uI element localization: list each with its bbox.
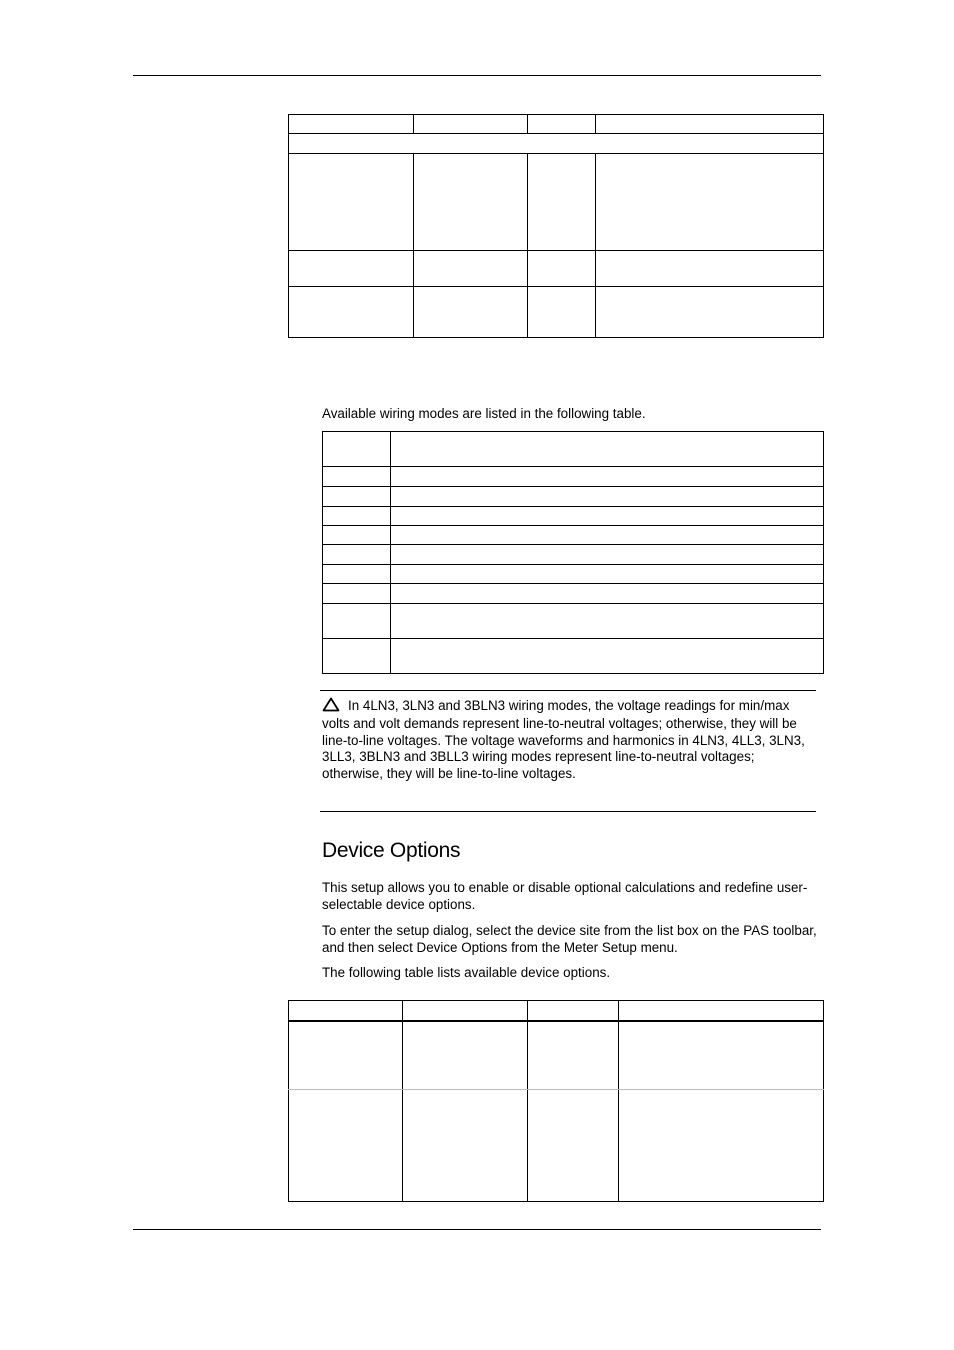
- table-row: [323, 507, 824, 526]
- note-text: In 4LN3, 3LN3 and 3BLN3 wiring modes, the voltage readings for min/max volts and volt demands represent line-to-neutral voltages; otherwise, they will be line-to-line voltages. The voltage waveforms and harmonics in 4LN3, 4LL3, 3LN3, 3LL3, 3BLN3 and 3BLL3 wiring modes represent line-to-neutral voltages; otherwise, they will be line-to-line voltages.: [322, 698, 805, 781]
- table-row: [289, 287, 824, 338]
- device-options-para-2: To enter the setup dialog, select the device site from the list box on the PAS toolbar, and then select Device Options from the Meter Setup menu.: [322, 923, 817, 955]
- table-row: [289, 251, 824, 287]
- table-row: [323, 545, 824, 565]
- table-row: [323, 639, 824, 674]
- wiring-intro: Available wiring modes are listed in the following table.: [322, 406, 646, 421]
- table-row: [323, 487, 824, 507]
- warning-triangle-icon: [322, 697, 340, 716]
- table-row: [323, 604, 824, 639]
- table-row: [289, 1090, 824, 1202]
- table-row: [323, 584, 824, 604]
- table-section-row: [289, 134, 824, 154]
- table-header-row: [323, 432, 824, 467]
- table-header-row: [289, 115, 824, 134]
- table-row: [289, 1021, 824, 1090]
- device-options-table: [288, 1000, 824, 1202]
- table-row: [323, 526, 824, 545]
- section-heading: Device Options: [322, 839, 461, 862]
- basic-setup-table: [288, 114, 824, 338]
- note-box: [320, 690, 816, 812]
- device-options-para-3: The following table lists available device options.: [322, 965, 611, 980]
- page-footer-rule: [133, 1229, 821, 1230]
- table-header-row: [289, 1001, 824, 1021]
- device-options-para-1: This setup allows you to enable or disable optional calculations and redefine user-selectable device options.: [322, 880, 808, 912]
- table-row: [323, 565, 824, 584]
- page-header-rule: [133, 75, 821, 76]
- table-row: [289, 154, 824, 251]
- table-row: [323, 467, 824, 487]
- wiring-modes-table: [322, 431, 824, 674]
